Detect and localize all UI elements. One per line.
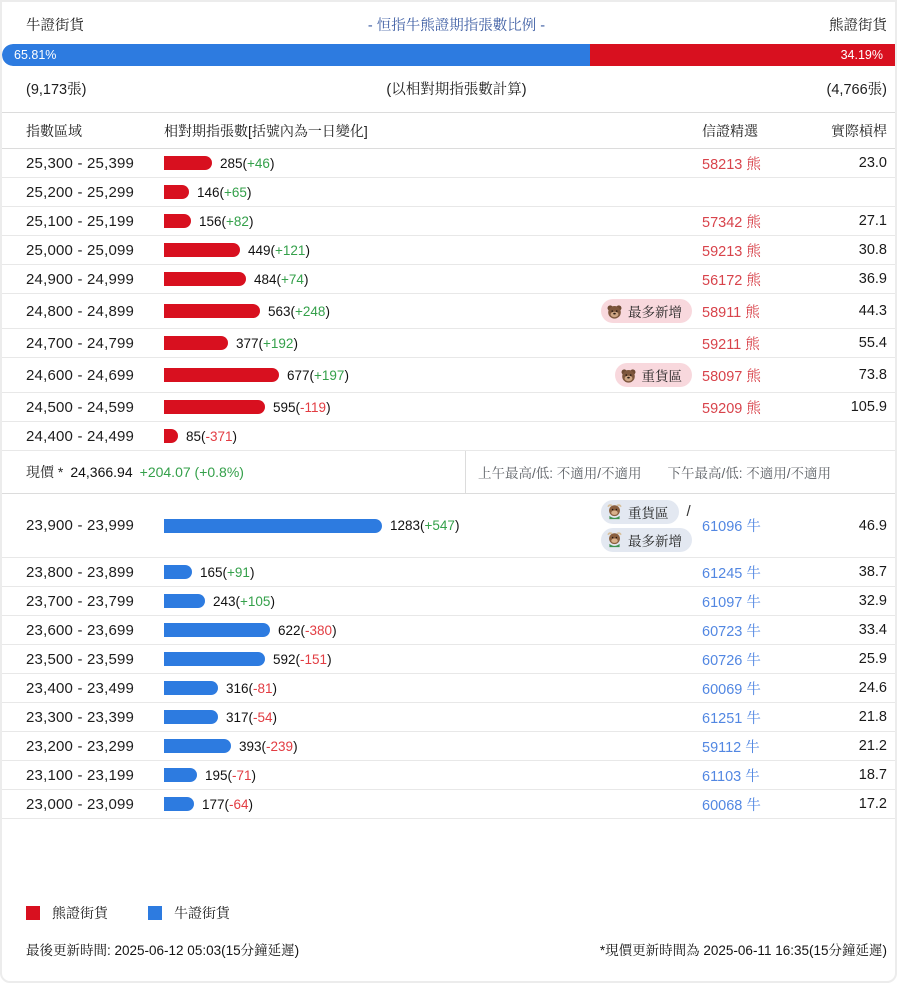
index-range-label: 25,100 - 25,199 <box>26 212 135 230</box>
last-update-time: 最後更新時間: 2025-06-12 05:03(15分鐘延遲) <box>26 943 300 958</box>
oi-bar-cell <box>164 368 615 383</box>
table-row <box>2 393 895 422</box>
effective-gearing-value: 30.8 <box>858 242 887 258</box>
bull-icon <box>606 531 623 548</box>
bear-ratio-segment <box>590 44 895 66</box>
pm-high-low: 下午最高/低: 不適用/不適用 <box>667 466 832 481</box>
badge-line <box>601 528 692 552</box>
oi-value: 592(-151) <box>273 651 332 667</box>
table-row <box>2 761 895 790</box>
index-range-label: 23,000 - 23,099 <box>26 795 135 813</box>
oi-bar-cell <box>164 429 692 444</box>
featured-warrant-code-link[interactable]: 57342 熊 <box>702 214 761 231</box>
index-range-label: 24,900 - 24,999 <box>26 270 135 288</box>
bear-oi-bar <box>164 336 228 350</box>
table-row <box>2 587 895 616</box>
oi-value: 563(+248) <box>268 303 330 319</box>
bear-ratio-percent: 34.19% <box>840 48 883 62</box>
effective-gearing-value: 38.7 <box>858 564 887 580</box>
oi-bar-cell <box>164 243 692 258</box>
one-day-change: +82 <box>226 213 249 229</box>
bear-icon <box>620 367 637 384</box>
effective-gearing-value: 36.9 <box>858 271 887 287</box>
table-row <box>2 422 895 451</box>
effective-gearing-value: 25.9 <box>858 651 887 667</box>
oi-bar-cell <box>164 768 692 783</box>
badge-label: 最多新增 <box>628 533 682 549</box>
one-day-change: -81 <box>253 680 273 696</box>
table-header-row <box>2 112 895 149</box>
oi-value: 595(-119) <box>273 399 331 415</box>
bottom-spacer <box>2 819 895 903</box>
one-day-change: -380 <box>305 622 333 638</box>
bear-oi-bar <box>164 243 240 257</box>
effective-gearing-value: 46.9 <box>858 517 887 534</box>
oi-bar-cell <box>164 185 692 200</box>
oi-value: 377(+192) <box>236 335 298 351</box>
oi-bar-cell <box>164 518 601 533</box>
bear-oi-bar <box>164 368 279 382</box>
oi-value: 393(-239) <box>239 738 298 754</box>
featured-warrant-code-link[interactable]: 60726 牛 <box>702 652 761 669</box>
oi-bar-cell <box>164 594 692 609</box>
table-row <box>2 703 895 732</box>
featured-warrant-code-link[interactable]: 59112 牛 <box>702 739 760 756</box>
bull-legend-label: 牛證街貨 <box>174 905 230 921</box>
table-row <box>2 329 895 358</box>
current-price-change: +204.07 (+0.8%) <box>139 464 244 480</box>
featured-warrant-code-link[interactable]: 61251 牛 <box>702 710 761 727</box>
bear-icon <box>606 303 623 320</box>
bear-oi-bar <box>164 214 191 228</box>
table-row <box>2 294 895 329</box>
oi-value: 177(-64) <box>202 796 254 812</box>
featured-warrant-code-link[interactable]: 59211 熊 <box>702 336 760 353</box>
bear-oi-bar <box>164 185 189 199</box>
am-high-low: 上午最高/低: 不適用/不適用 <box>478 466 642 481</box>
session-high-low-block <box>465 451 895 493</box>
badge-label: 最多新增 <box>628 305 682 320</box>
badge-label: 重貨區 <box>641 369 682 384</box>
featured-warrant-code-link[interactable]: 59209 熊 <box>702 400 761 417</box>
one-day-change: +105 <box>240 593 271 609</box>
badge-cell <box>601 500 692 552</box>
bull-oi-bar <box>164 565 192 579</box>
col-header-gearing: 實際槓桿 <box>831 122 887 139</box>
index-range-label: 24,800 - 24,899 <box>26 302 135 320</box>
bull-street-label: 牛證街貨 <box>26 17 84 34</box>
table-row <box>2 494 895 558</box>
bull-oi-bar <box>164 797 194 811</box>
effective-gearing-value: 27.1 <box>858 213 887 229</box>
badge-cell <box>601 299 692 323</box>
one-day-change: +121 <box>275 242 306 258</box>
bull-ratio-percent: 65.81% <box>14 48 57 62</box>
bull-legend-swatch <box>148 906 162 920</box>
effective-gearing-value: 18.7 <box>858 767 887 783</box>
current-price-row <box>2 451 895 494</box>
oi-value: 622(-380) <box>278 622 337 638</box>
bear-oi-bar <box>164 272 246 286</box>
oi-bar-cell <box>164 623 692 638</box>
featured-warrant-code-link[interactable]: 61097 牛 <box>702 594 761 611</box>
bull-rows-section <box>2 494 895 819</box>
table-row <box>2 207 895 236</box>
one-day-change: -239 <box>266 738 294 754</box>
oi-bar-cell <box>164 156 692 171</box>
page-title: - 恒指牛熊證期指張數比例 - <box>367 17 546 34</box>
bear-oi-bar <box>164 156 212 170</box>
bull-oi-bar <box>164 681 218 695</box>
one-day-change: +197 <box>314 367 345 383</box>
index-range-label: 25,000 - 25,099 <box>26 241 135 259</box>
effective-gearing-value: 44.3 <box>858 303 887 319</box>
bull-oi-bar <box>164 652 265 666</box>
oi-value: 317(-54) <box>226 709 278 725</box>
index-range-label: 23,700 - 23,799 <box>26 592 135 610</box>
one-day-change: +192 <box>263 335 294 351</box>
oi-value: 146(+65) <box>197 184 252 200</box>
index-range-label: 24,400 - 24,499 <box>26 427 135 445</box>
oi-value: 1283(+547) <box>390 518 460 533</box>
effective-gearing-value: 23.0 <box>858 155 887 171</box>
bull-oi-bar <box>164 594 205 608</box>
featured-warrant-code-link[interactable]: 60069 牛 <box>702 681 761 698</box>
index-range-label: 23,200 - 23,299 <box>26 737 135 755</box>
table-row <box>2 358 895 393</box>
badge-separator: / <box>686 503 691 520</box>
current-price-value: 24,366.94 <box>70 464 133 480</box>
col-header-featured: 信證精選 <box>702 122 758 139</box>
bear-legend-label: 熊證街貨 <box>52 905 108 921</box>
oi-value: 165(+91) <box>200 564 255 580</box>
oi-value: 484(+74) <box>254 271 309 287</box>
index-range-label: 23,500 - 23,599 <box>26 650 135 668</box>
bull-contract-count: (9,173張) <box>26 81 87 98</box>
table-row <box>2 616 895 645</box>
oi-value: 243(+105) <box>213 593 275 609</box>
index-range-label: 23,900 - 23,999 <box>26 517 135 534</box>
col-header-oi: 相對期指張數[括號內為一日變化] <box>164 122 368 139</box>
oi-bar-cell <box>164 652 692 667</box>
featured-warrant-code-link[interactable]: 61096 牛 <box>702 519 761 535</box>
bull-oi-bar <box>164 739 231 753</box>
col-header-index-range: 指數區域 <box>26 122 82 139</box>
one-day-change: -54 <box>253 709 273 725</box>
featured-warrant-code-link[interactable]: 58097 熊 <box>702 368 761 385</box>
one-day-change: -371 <box>205 428 233 444</box>
effective-gearing-value: 105.9 <box>850 399 887 415</box>
effective-gearing-value: 17.2 <box>858 796 887 812</box>
oi-value: 85(-371) <box>186 428 238 444</box>
oi-value: 285(+46) <box>220 155 275 171</box>
bull-ratio-segment <box>2 44 590 66</box>
oi-value: 195(-71) <box>205 767 257 783</box>
one-day-change: +65 <box>224 184 247 200</box>
oi-bar-cell <box>164 681 692 696</box>
table-row <box>2 732 895 761</box>
bull-oi-bar <box>164 768 197 782</box>
bull-oi-bar <box>164 710 218 724</box>
effective-gearing-value: 21.2 <box>858 738 887 754</box>
effective-gearing-value: 32.9 <box>858 593 887 609</box>
oi-value: 316(-81) <box>226 680 278 696</box>
bear-oi-bar <box>164 429 178 443</box>
bear-legend-swatch <box>26 906 40 920</box>
oi-bar-cell <box>164 797 692 812</box>
table-row <box>2 790 895 819</box>
oi-bar-cell <box>164 739 692 754</box>
table-row <box>2 645 895 674</box>
index-range-label: 23,800 - 23,899 <box>26 563 135 581</box>
legend-item-bear <box>26 903 134 923</box>
badge-line <box>601 500 691 524</box>
bull-oi-bar <box>164 519 382 533</box>
one-day-change: +91 <box>227 564 250 580</box>
oi-bar-cell <box>164 272 692 287</box>
bull-bear-ratio-bar <box>2 44 895 66</box>
oi-bar-cell <box>164 400 692 415</box>
current-price-label: 現價 * <box>26 464 64 480</box>
table-row <box>2 674 895 703</box>
badge-heavy-zone <box>615 363 693 387</box>
badge-label: 重貨區 <box>628 505 669 521</box>
effective-gearing-value: 24.6 <box>858 680 887 696</box>
oi-bar-cell <box>164 710 692 725</box>
bull-icon <box>606 503 623 520</box>
one-day-change: -151 <box>300 651 328 667</box>
effective-gearing-value: 55.4 <box>858 335 887 351</box>
one-day-change: +248 <box>295 303 326 319</box>
featured-warrant-code-link[interactable]: 56172 熊 <box>702 272 761 289</box>
badge-cell <box>615 363 693 387</box>
oi-value: 677(+197) <box>287 367 349 383</box>
badge-line <box>601 299 692 323</box>
calculation-basis-note: (以相對期指張數計算) <box>386 81 527 98</box>
ratio-header <box>2 14 895 34</box>
bear-contract-count: (4,766張) <box>826 81 887 98</box>
effective-gearing-value: 73.8 <box>858 367 887 383</box>
oi-bar-cell <box>164 304 601 319</box>
oi-bar-cell <box>164 565 692 580</box>
legend-item-bull <box>148 903 256 923</box>
one-day-change: -71 <box>232 767 252 783</box>
featured-warrant-code-link[interactable]: 58911 熊 <box>702 304 760 321</box>
badge-heavy-zone <box>601 500 679 524</box>
index-range-label: 25,300 - 25,399 <box>26 154 135 172</box>
bear-street-label: 熊證街貨 <box>829 17 887 34</box>
index-range-label: 24,700 - 24,799 <box>26 334 135 352</box>
contract-counts-row <box>2 78 895 98</box>
featured-warrant-code-link[interactable]: 61103 牛 <box>702 768 760 785</box>
featured-warrant-code-link[interactable]: 60723 牛 <box>702 623 761 640</box>
table-row <box>2 236 895 265</box>
footer <box>2 939 895 977</box>
effective-gearing-value: 33.4 <box>858 622 887 638</box>
index-range-label: 25,200 - 25,299 <box>26 183 135 201</box>
featured-warrant-code-link[interactable]: 60068 牛 <box>702 797 761 814</box>
index-range-label: 23,400 - 23,499 <box>26 679 135 697</box>
current-price-block <box>2 451 465 493</box>
index-range-label: 24,600 - 24,699 <box>26 366 135 384</box>
badge-line <box>615 363 693 387</box>
index-range-label: 23,100 - 23,199 <box>26 766 135 784</box>
bear-oi-bar <box>164 304 260 318</box>
bear-oi-bar <box>164 400 265 414</box>
oi-bar-cell <box>164 336 692 351</box>
table-row <box>2 149 895 178</box>
table-row <box>2 265 895 294</box>
one-day-change: -119 <box>300 399 327 415</box>
table-row <box>2 178 895 207</box>
oi-value: 449(+121) <box>248 242 310 258</box>
badge-most-added <box>601 528 692 552</box>
index-range-label: 23,300 - 23,399 <box>26 708 135 726</box>
one-day-change: +547 <box>424 518 455 533</box>
index-range-label: 23,600 - 23,699 <box>26 621 135 639</box>
one-day-change: +74 <box>281 271 304 287</box>
legend <box>2 903 895 923</box>
featured-warrant-code-link[interactable]: 58213 熊 <box>702 156 761 173</box>
one-day-change: -64 <box>229 796 249 812</box>
table-row <box>2 558 895 587</box>
bull-oi-bar <box>164 623 270 637</box>
oi-value: 156(+82) <box>199 213 254 229</box>
featured-warrant-code-link[interactable]: 59213 熊 <box>702 243 761 260</box>
effective-gearing-value: 21.8 <box>858 709 887 725</box>
oi-bar-cell <box>164 214 692 229</box>
one-day-change: +46 <box>247 155 270 171</box>
featured-warrant-code-link[interactable]: 61245 牛 <box>702 565 761 582</box>
badge-most-added <box>601 299 692 323</box>
bear-rows-section <box>2 149 895 451</box>
price-update-time: *現價更新時間為 2025-06-11 16:35(15分鐘延遲) <box>599 943 887 958</box>
index-range-label: 24,500 - 24,599 <box>26 398 135 416</box>
